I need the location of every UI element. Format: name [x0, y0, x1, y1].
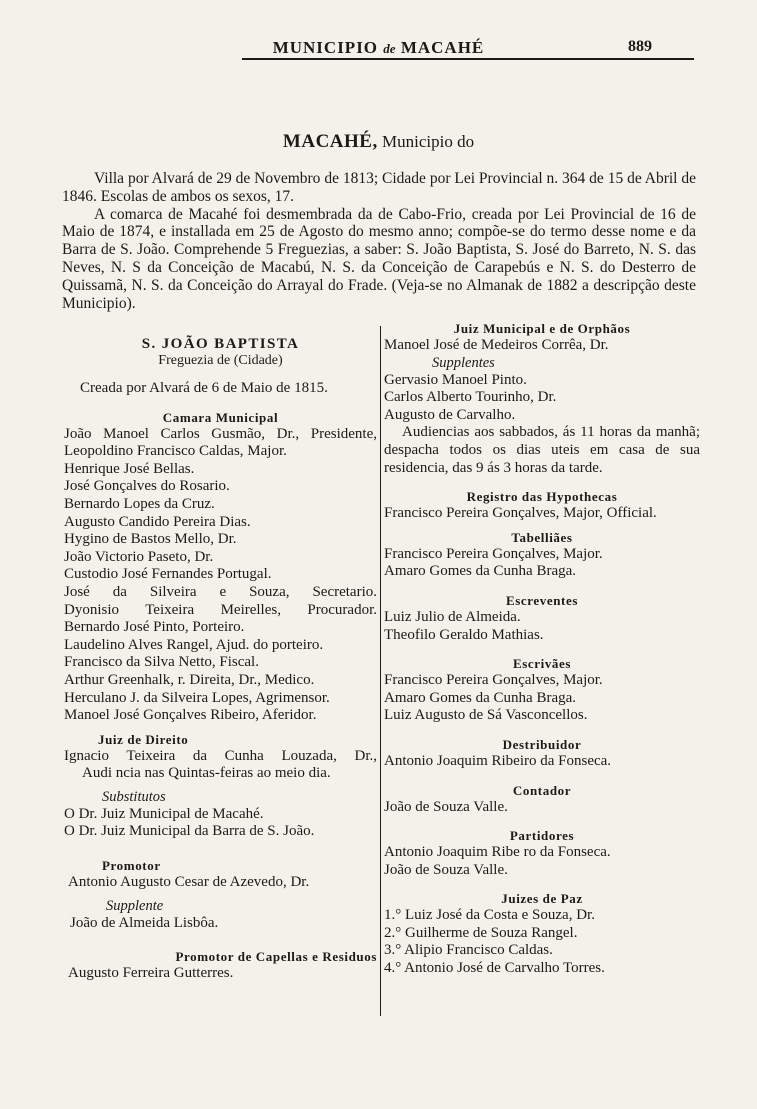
parish-creation: Creada por Alvará de 6 de Maio de 1815.: [80, 380, 328, 396]
list-item: Custodio José Fernandes Portugal.: [64, 566, 272, 583]
list-item: O Dr. Juiz Municipal da Barra de S. João.: [64, 823, 315, 840]
section-heading: Juiz Municipal e de Orphãos: [453, 321, 631, 336]
section-heading: Escrivães: [512, 656, 572, 672]
promotor-name: Antonio Augusto Cesar de Azevedo, Dr.: [68, 874, 310, 891]
municipality-name: MACAHÉ,: [282, 131, 378, 152]
intro-text: [62, 170, 696, 312]
registro-name: Francisco Pereira Gonçalves, Major, Official.: [384, 505, 657, 522]
list-item: Laudelino Alves Rangel, Ajud. do porteiro.: [64, 636, 324, 653]
list-item: Carlos Alberto Tourinho, Dr.: [384, 389, 557, 406]
list-item: José da Silveira e Souza, Secretario.: [64, 583, 377, 600]
list-item: Francisco Pereira Gonçalves, Major.: [384, 545, 603, 562]
column-divider: [380, 326, 381, 1016]
section-heading: Supplentes: [432, 354, 495, 371]
list-item: Bernardo José Pinto, Porteiro.: [64, 619, 245, 636]
section-heading: Camara Municipal: [162, 409, 279, 425]
section-heading: Promotor: [102, 858, 161, 874]
header-rule: [242, 58, 694, 60]
list-item: Hygino de Bastos Mello, Dr.: [64, 531, 237, 548]
section-heading: Promotor de Capellas e Residuos: [175, 949, 377, 965]
list-item: João Victorio Paseto, Dr.: [64, 548, 214, 565]
municipality-suffix: Municipio do: [381, 132, 475, 151]
section-heading: Supplente: [106, 897, 164, 914]
parish-subtitle: Freguezia de (Cidade): [158, 353, 283, 368]
list-item: 3.° Alipio Francisco Caldas.: [384, 942, 553, 959]
list-item: Arthur Greenhalk, r. Direita, Dr., Medico.: [64, 671, 315, 688]
section-heading: Juizes de Paz: [501, 891, 583, 907]
capellas-name: Augusto Ferreira Gutterres.: [68, 965, 234, 982]
list-item: 2.° Guilherme de Souza Rangel.: [384, 924, 578, 941]
list-item: João de Souza Valle.: [384, 861, 508, 878]
camara-list: [64, 426, 377, 725]
list-item: Luiz Julio de Almeida.: [384, 608, 521, 625]
left-column: [64, 320, 377, 983]
section-heading: Partidores: [509, 828, 575, 844]
list-item: Francisco Pereira Gonçalves, Major.: [384, 672, 603, 689]
page-title: [0, 131, 757, 153]
distribuidor-name: Antonio Joaquim Ribeiro da Fonseca.: [384, 752, 612, 769]
list-item: Antonio Joaquim Ribe ro da Fonseca.: [384, 844, 611, 861]
list-item: Augusto Candido Pereira Dias.: [64, 513, 251, 530]
list-item: Manoel José Gonçalves Ribeiro, Aferidor.: [64, 707, 317, 724]
audiencias-text: Audiencias aos sabbados, ás 11 horas da manhã; despacha todos os dias uteis em casa de sua residencia, das 9 ás 3 horas da tarde.: [384, 424, 700, 476]
list-item: Theofilo Geraldo Mathias.: [384, 626, 544, 643]
list-item: João Manoel Carlos Gusmão, Dr., Presidente,: [64, 425, 377, 442]
running-title-join: de: [383, 41, 396, 56]
section-heading: Destribuidor: [502, 736, 582, 752]
parish-title: S. JOÃO BAPTISTA: [141, 336, 300, 352]
list-item: José Gonçalves do Rosario.: [64, 478, 230, 495]
list-item: Herculano J. da Silveira Lopes, Agrimensor.: [64, 689, 330, 706]
list-item: Luiz Augusto de Sá Vasconcellos.: [384, 707, 588, 724]
page-number: 889: [628, 38, 652, 55]
list-item: Dyonisio Teixeira Meirelles, Procurador.: [64, 601, 377, 618]
section-heading: Substitutos: [102, 788, 166, 805]
list-item: Henrique José Bellas.: [64, 460, 195, 477]
contador-name: João de Souza Valle.: [384, 798, 508, 815]
list-item: Leopoldino Francisco Caldas, Major.: [64, 443, 287, 460]
list-item: Amaro Gomes da Cunha Braga.: [384, 689, 577, 706]
judge-name: Manoel José de Medeiros Corrêa, Dr.: [384, 337, 609, 353]
list-item: 1.° Luiz José da Costa e Souza, Dr.: [384, 907, 595, 924]
section-heading: Juiz de Direito: [98, 731, 189, 747]
judge-name: Ignacio Teixeira da Cunha Louzada, Dr.,: [64, 747, 377, 764]
list-item: Gervasio Manoel Pinto.: [384, 371, 527, 388]
section-heading: Escreventes: [505, 592, 579, 608]
running-title-left: MUNICIPIO: [272, 38, 379, 57]
section-heading: Contador: [512, 782, 572, 798]
supplente-name: João de Almeida Lisbôa.: [70, 914, 219, 931]
list-item: Bernardo Lopes da Cruz.: [64, 495, 215, 512]
hearing-note: Audi ncia nas Quintas-feiras ao meio dia.: [82, 765, 331, 782]
intro-paragraph: Villa por Alvará de 29 de Novembro de 1813; Cidade por Lei Provincial n. 364 de 15 de Abril de 1846. Escolas de ambos os sexos, 17.: [62, 170, 696, 205]
running-title-right: MACAHÉ: [400, 38, 485, 57]
right-column: [384, 320, 700, 978]
list-item: 4.° Antonio José de Carvalho Torres.: [384, 960, 605, 977]
section-heading: Registro das Hypothecas: [466, 489, 618, 505]
intro-paragraph: A comarca de Macahé foi desmembrada da de Cabo-Frio, creada por Lei Provincial de 16 de Maio de 1874, e installada em 25 de Agosto do mesmo anno; compõe-se do termo desse nome e da Barra de S. João. Comprehende 5 Freguezias, a saber: S. João Baptista, S. José do Barreto, N. S. das Neves, N. S da Conceição de Macabú, N. S. da Conceição de Carapebús e N. S. do Desterro de Quissamã, N. S. da Conceição do Arrayal do Frade. (Veja-se no Almanak de 1882 a descripção deste Municipio).: [62, 205, 696, 312]
list-item: Amaro Gomes da Cunha Braga.: [384, 563, 577, 580]
list-item: Augusto de Carvalho.: [384, 406, 516, 423]
list-item: Francisco da Silva Netto, Fiscal.: [64, 654, 259, 671]
section-heading: Tabelliães: [511, 529, 573, 545]
list-item: O Dr. Juiz Municipal de Macahé.: [64, 805, 264, 822]
